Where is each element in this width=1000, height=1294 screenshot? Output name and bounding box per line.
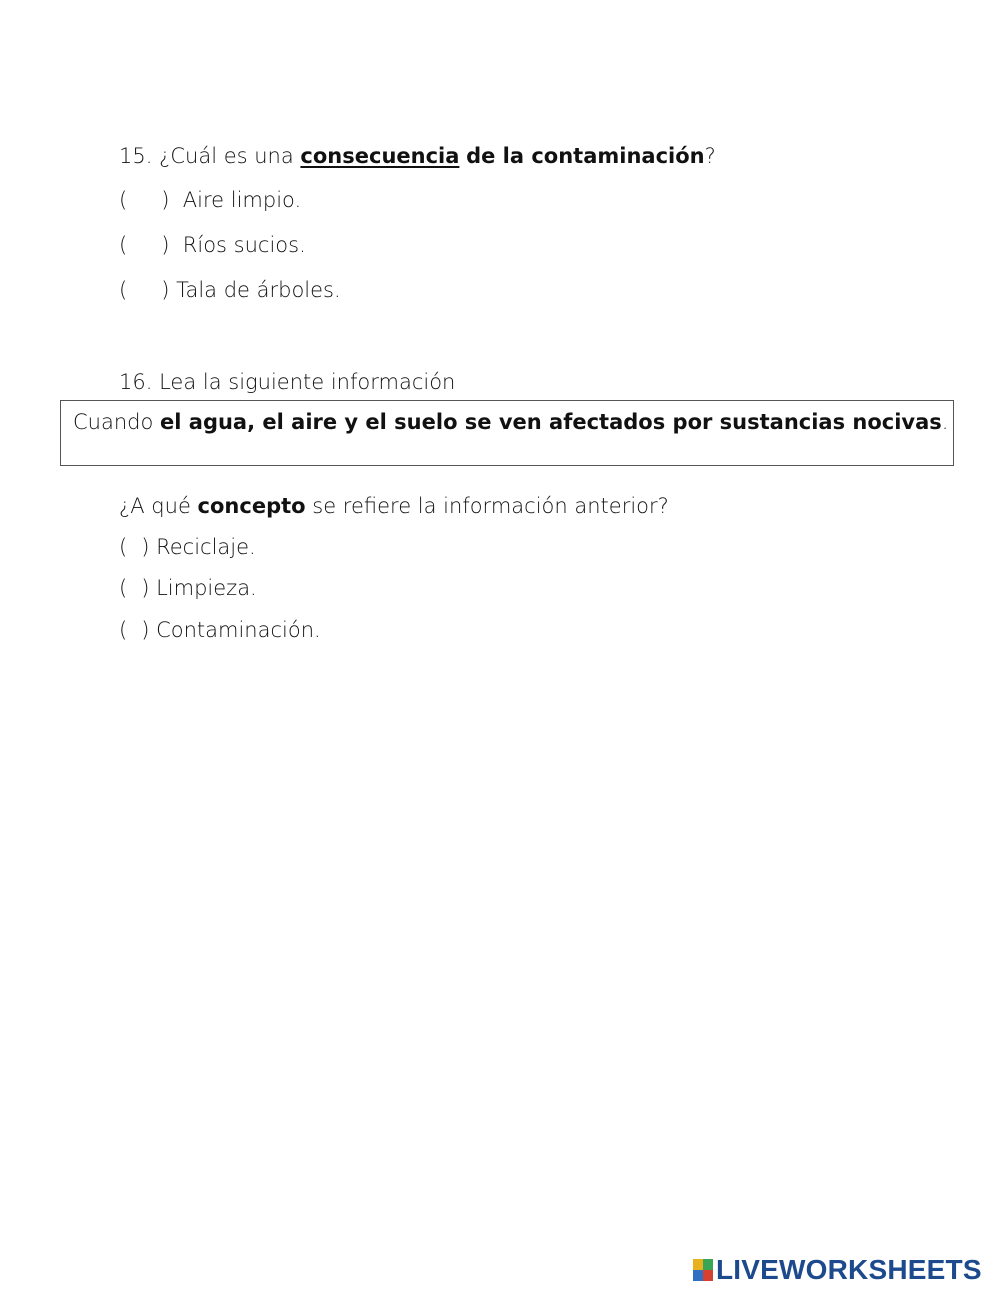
info-plain: Cuando [73, 410, 154, 434]
question-number: 15. [119, 144, 153, 168]
question-16-option-c[interactable] [119, 617, 321, 643]
option-label: Aire limpio. [182, 188, 302, 212]
question-suffix: ? [704, 144, 716, 168]
option-paren-close: ) [141, 576, 150, 600]
question-prefix: ¿Cuál es una [159, 144, 294, 168]
option-paren-open: ( [119, 188, 128, 212]
option-paren-close: ) [141, 618, 150, 642]
info-box [60, 400, 954, 466]
question-15-option-a[interactable] [119, 187, 301, 213]
option-label: Contaminación. [156, 618, 321, 642]
question-16-option-b[interactable] [119, 575, 257, 601]
logo-text: LIVEWORKSHEETS [716, 1254, 982, 1285]
question-15-option-b[interactable] [119, 232, 306, 258]
option-paren-open: ( [119, 535, 128, 559]
option-paren-open: ( [119, 576, 128, 600]
option-label: Reciclaje. [156, 535, 256, 559]
option-paren-open: ( [119, 618, 128, 642]
liveworksheets-logo-icon [693, 1259, 713, 1281]
info-bold: el agua, el aire y el suelo se ven afectados por sustancias nocivas [160, 410, 942, 434]
option-paren-close: ) [161, 188, 170, 212]
question-15-option-c[interactable] [119, 277, 341, 303]
option-label: Ríos sucios. [182, 233, 306, 257]
option-paren-close: ) [161, 233, 170, 257]
question-intro: Lea la siguiente información [159, 370, 456, 394]
option-label: Tala de árboles. [176, 278, 341, 302]
question-16-prompt [119, 493, 669, 519]
option-paren-close: ) [161, 278, 170, 302]
option-paren-open: ( [119, 278, 128, 302]
question-16-title [119, 369, 455, 395]
question-16-option-a[interactable] [119, 534, 256, 560]
prompt-prefix: ¿A qué [119, 494, 191, 518]
option-label: Limpieza. [156, 576, 257, 600]
option-paren-close: ) [141, 535, 150, 559]
liveworksheets-logo[interactable] [693, 1253, 982, 1287]
question-keyword-underlined: consecuencia [300, 144, 460, 168]
prompt-suffix: se refiere la información anterior? [312, 494, 669, 518]
option-paren-open: ( [119, 233, 128, 257]
info-end: . [941, 410, 949, 434]
question-number: 16. [119, 370, 153, 394]
prompt-keyword: concepto [197, 494, 306, 518]
question-15-title [119, 143, 716, 169]
info-box-text [73, 409, 948, 435]
question-keyword-bold: de la contaminación [466, 144, 705, 168]
